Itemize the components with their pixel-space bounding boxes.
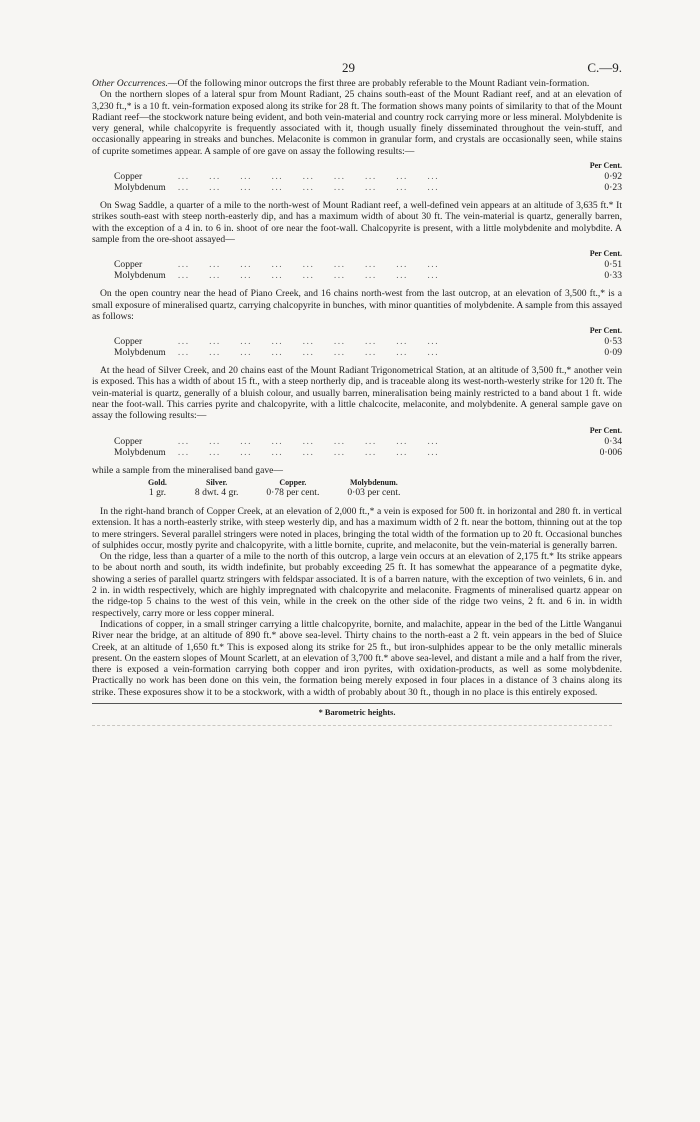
assay-element: Molybdenum bbox=[114, 270, 166, 282]
band-header-silver: Silver. bbox=[206, 477, 228, 487]
page-number: 29 bbox=[342, 60, 355, 75]
assay-table-3 bbox=[114, 326, 622, 358]
assay-element: Copper bbox=[114, 435, 143, 447]
paragraph-silver-creek: At the head of Silver Creek, and 20 chains east of the Mount Radiant Trigonometrical Station, at an altitude of 3,500 ft.,* another vein is exposed. This has a width of about 15 ft., with a steep northerly dip, and is traceable along its west-north-westerly strike for 120 ft. The vein-material is quartz, generally of a bluish colour, and usually barren, mineralisation being mainly restricted to a band about 1 ft. wide near the foot-wall. This carries pyrite and chalcopyrite, with a little chalcocite, melaconite, and molybdenite. A general sample gave on assay the following results:— bbox=[92, 365, 622, 422]
band-value-molybdenum: 0·03 per cent. bbox=[347, 487, 401, 499]
assay-value: 0·34 bbox=[604, 435, 622, 447]
paragraph-copper-creek: In the right-hand branch of Copper Creek, at an elevation of 2,000 ft.,* a vein is exposed for 500 ft. in horizontal and 280 ft. in vertical extension. It has a north-easterly strike, with steep westerly dip, and has a maximum width of 2 ft. near the bottom, thinning out at the top to mere stringers. Several parallel stringers were noted in places, bringing the total width of the formation up to 20 ft. Occasional bunches of sulphides occur, mostly pyrite and chalcopyrite, with a little bornite, cuprite, and melaconite, but the vein-material is generally barren. bbox=[92, 505, 622, 551]
paragraph-band-intro: while a sample from the mineralised band gave— bbox=[92, 464, 284, 476]
assay-row: Molybdenum ... ... ... ... ... ... ... ... ... 0·006 bbox=[114, 446, 622, 458]
paragraph-lateral-spur: On the northern slopes of a lateral spur from Mount Radiant, 25 chains south-east of the Mount Radiant reef, and at an elevation of 3,230 ft.,* is a 10 ft. vein-formation exposed along its strike for 28 ft. The formation shows many points of similarity to that of the Mount Radiant reef—the stockwork nature being evident, and both vein-material and country rock carrying more or less mineral. Molybdenite is very general, while chalcopyrite is frequently associated with it, though usually finely disseminated throughout the vein-stuff, and occasionally appearing in streaks and bunches. Melaconite is common in granular form, and crystals are occasionally seen, while stains of cuprite sometimes appear. A sample of ore gave on assay the following results:— bbox=[92, 89, 622, 157]
assay-table-4 bbox=[114, 426, 622, 458]
footnote-divider bbox=[92, 703, 622, 704]
paragraph-piano-creek: On the open country near the head of Piano Creek, and 16 chains north-west from the last outcrop, at an elevation of 3,500 ft.,* is a small exposure of mineralised quartz, carrying chalcopyrite in bunches, with minor quantities of molybdenite. A sample from this assayed as follows: bbox=[92, 288, 622, 322]
assay-value: 0·006 bbox=[599, 446, 622, 458]
assay-element: Molybdenum bbox=[114, 347, 166, 359]
page-header bbox=[92, 0, 622, 78]
assay-table-1 bbox=[114, 161, 622, 193]
assay-row: Copper ... ... ... ... ... ... ... ... ... 0·51 bbox=[114, 259, 622, 271]
assay-row: Molybdenum ... ... ... ... ... ... ... ... ... 0·09 bbox=[114, 347, 622, 359]
assay-row: Copper ... ... ... ... ... ... ... ... ... 0·92 bbox=[114, 171, 622, 183]
assay-row: Copper ... ... ... ... ... ... ... ... ... 0·34 bbox=[114, 435, 622, 447]
paragraph-ridge: On the ridge, less than a quarter of a mile to the north of this outcrop, a large vein occurs at an elevation of 2,175 ft.* Its strike appears to be about north and south, its width indefinite, but probably exceeding 25 ft. It has somewhat the appearance of a pegmatite dyke, showing a series of parallel quartz stringers with feldspar associated. It is of a barren nature, with the exception of two veinlets, 6 in. and 2 in. in width respectively, which are highly impregnated with chalcopyrite and melaconite. Fragments of mineralised quartz appear on the ridge-top 5 chains to the west of this vein, while in the creek on the other side of the ridge two veins, 2 ft. and 6 in. in width respectively, carry more or less copper mineral. bbox=[92, 551, 622, 619]
assay-value: 0·51 bbox=[604, 259, 622, 271]
assay-header: Per Cent. bbox=[589, 249, 622, 259]
section-heading: Other Occurrences. bbox=[92, 78, 168, 89]
assay-table-2 bbox=[114, 249, 622, 281]
assay-element: Molybdenum bbox=[114, 182, 166, 194]
document-reference: C.—9. bbox=[587, 60, 622, 75]
page-bottom-rule bbox=[92, 725, 612, 726]
paragraph-text: —Of the following minor outcrops the first three are probably referable to the Mount Radiant vein-formation. bbox=[167, 78, 590, 89]
band-value-silver: 8 dwt. 4 gr. bbox=[194, 487, 239, 499]
assay-value: 0·53 bbox=[604, 336, 622, 348]
assay-element: Molybdenum bbox=[114, 446, 166, 458]
paragraph-wanganui-river: Indications of copper, in a small stringer carrying a little chalcopyrite, bornite, and malachite, appear in the bed of the Little Wanganui River near the bridge, at an altitude of 890 ft.* above sea-level. Thirty chains to the north-east a 2 ft. vein appears in the bed of Sluice Creek, at an altitude of 1,650 ft.* This is exposed along its strike for 25 ft., but iron-sulphides appear to be the only metallic minerals present. On the eastern slopes of Mount Scarlett, at an elevation of 3,700 ft.* above sea-level, and distant a mile and a half from the river, there is exposed a vein-formation carrying both copper and iron pyrites, with oxidation-products, as well as some molybdenite. Practically no work has been done on this vein, the formation being merely exposed in four places in a distance of 3 chains along its strike. These exposures show it to be a stockwork, with a width of probably about 30 ft., though in no place is this entirely exposed. bbox=[92, 618, 622, 698]
assay-value: 0·09 bbox=[604, 347, 622, 359]
assay-row: Copper ... ... ... ... ... ... ... ... ... 0·53 bbox=[114, 336, 622, 348]
assay-row: Molybdenum ... ... ... ... ... ... ... ... ... 0·23 bbox=[114, 182, 622, 194]
assay-value: 0·23 bbox=[604, 182, 622, 194]
assay-header: Per Cent. bbox=[589, 161, 622, 171]
paragraph-swag-saddle: On Swag Saddle, a quarter of a mile to the north-west of Mount Radiant reef, a well-defined vein appears at an altitude of 3,635 ft.* It strikes south-east with steep north-easterly dip, and has a maximum width of about 30 ft. The vein-material is quartz, generally barren, with the exception of a 4 in. to 6 in. shoot of ore near the foot-wall. Chalcopyrite is present, with a little molybdenite and molybdite. A sample from the ore-shoot assayed— bbox=[92, 200, 622, 245]
band-header-copper: Copper. bbox=[279, 477, 307, 487]
band-header-molybdenum: Molybdenum. bbox=[349, 477, 398, 487]
band-assay-table bbox=[148, 478, 428, 499]
assay-header: Per Cent. bbox=[589, 425, 622, 435]
assay-value: 0·92 bbox=[604, 171, 622, 183]
footnote: * Barometric heights. bbox=[318, 707, 396, 717]
band-value-copper: 0·78 per cent. bbox=[266, 487, 320, 499]
assay-value: 0·33 bbox=[604, 270, 622, 282]
assay-element: Copper bbox=[114, 336, 143, 348]
assay-element: Copper bbox=[114, 259, 143, 271]
assay-row: Molybdenum ... ... ... ... ... ... ... ... ... 0·33 bbox=[114, 270, 622, 282]
assay-header: Per Cent. bbox=[589, 326, 622, 336]
paragraph-other-occurrences bbox=[92, 78, 622, 89]
band-header-gold: Gold. bbox=[148, 477, 167, 487]
band-value-gold: 1 gr. bbox=[148, 487, 166, 499]
assay-element: Copper bbox=[114, 171, 143, 183]
